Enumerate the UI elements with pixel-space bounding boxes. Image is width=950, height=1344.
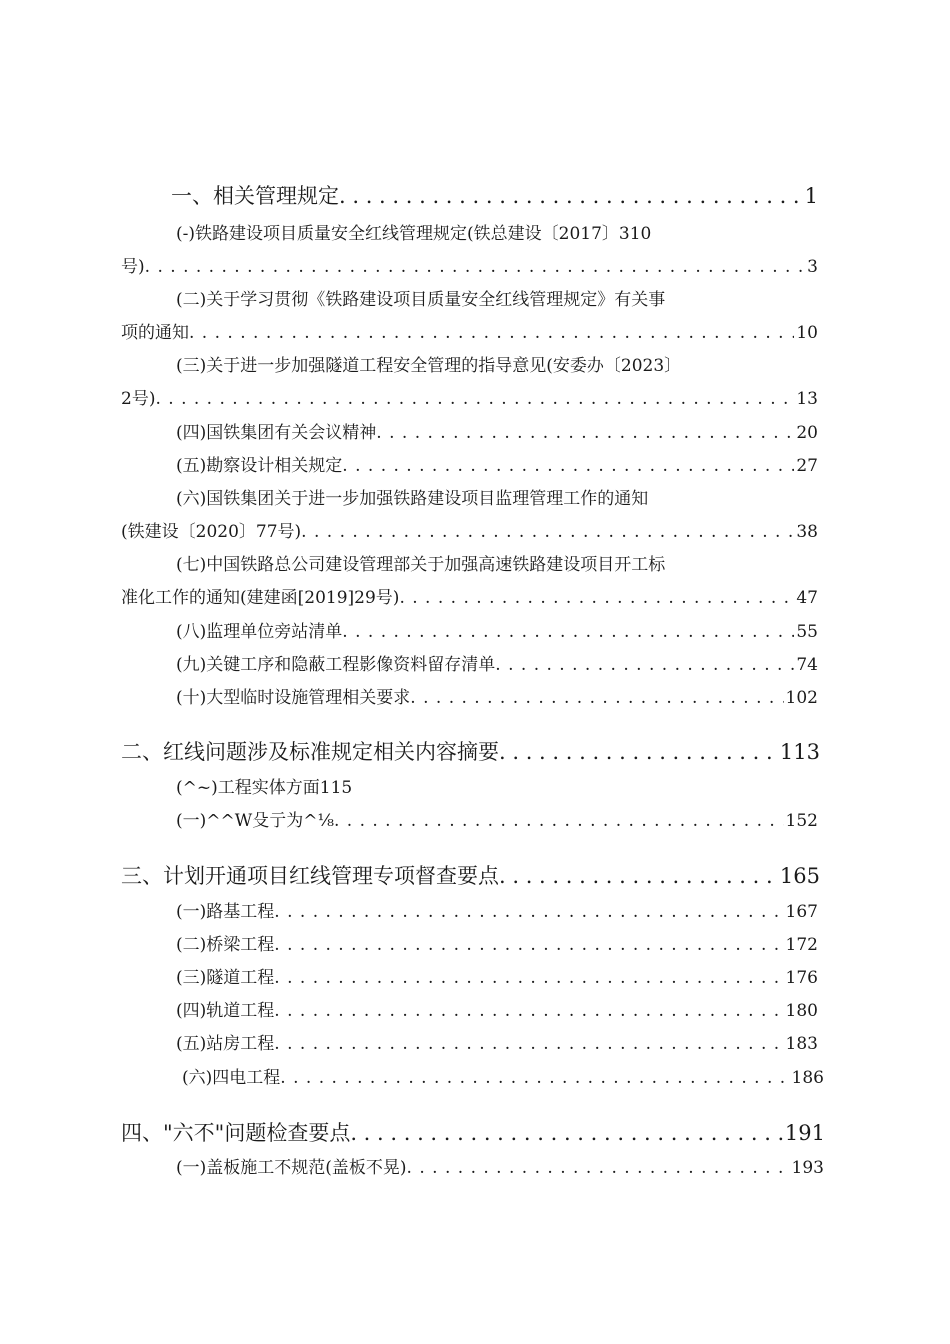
toc-item-1-5[interactable] [176, 451, 818, 476]
toc-item-text: (铁建设〔2020〕77号) [121, 522, 302, 542]
toc-item-text: (十)大型临时设施管理相关要求 [176, 688, 411, 708]
toc-item-1-7[interactable] [121, 583, 818, 608]
leader-dots [274, 1034, 783, 1054]
toc-item-3-6[interactable] [182, 1063, 824, 1088]
leader-dots [342, 622, 794, 642]
toc-item-text: (一)路基工程 [176, 902, 275, 922]
toc-section-title: 三、计划开通项目红线管理专项督查要点 [121, 864, 499, 888]
leader-dots [376, 423, 794, 443]
toc-item-text: 项的通知 [121, 323, 189, 343]
leader-dots [350, 1121, 783, 1145]
toc-section-title: 一、相关管理规定 [171, 184, 339, 208]
toc-section-1[interactable] [171, 180, 818, 210]
toc-page-number: 3 [807, 257, 818, 277]
toc-item-3-4[interactable] [176, 996, 818, 1021]
toc-item-1-10[interactable] [176, 683, 818, 708]
leader-dots [499, 864, 778, 888]
toc-item-1-3[interactable] [121, 384, 818, 409]
toc-page-number: 186 [791, 1068, 824, 1088]
toc-item-text: (六)四电工程 [182, 1068, 281, 1088]
toc-page-number: 180 [785, 1001, 818, 1021]
toc-item-text: (一)盖板施工不规范(盖板不晃) [176, 1158, 407, 1178]
toc-item-1-7-line1[interactable]: (七)中国铁路总公司建设管理部关于加强高速铁路建设项目开工标 [176, 555, 666, 575]
leader-dots [410, 688, 783, 708]
leader-dots [274, 968, 783, 988]
toc-page-number: 102 [785, 688, 818, 708]
toc-page-number: 1 [804, 184, 818, 208]
toc-item-1-1-line1[interactable]: (-)铁路建设项目质量安全红线管理规定(铁总建设〔2017〕310 [176, 224, 652, 244]
toc-page-number: 191 [784, 1121, 825, 1145]
toc-page-number: 10 [796, 323, 818, 343]
toc-item-text: (八)监理单位旁站清单 [176, 622, 343, 642]
toc-item-text: (一)^^W殳亍为^⅛ [176, 811, 334, 831]
toc-page-number: 47 [796, 588, 818, 608]
toc-page-number: 193 [791, 1158, 824, 1178]
toc-item-text: (四)轨道工程 [176, 1001, 275, 1021]
leader-dots [189, 323, 794, 343]
toc-item-1-6-line1[interactable]: (六)国铁集团关于进一步加强铁路建设项目监理管理工作的通知 [176, 489, 649, 509]
toc-item-text: 号) [121, 257, 145, 277]
toc-item-1-6[interactable] [121, 517, 818, 542]
toc-item-1-8[interactable] [176, 617, 818, 642]
toc-item-1-1[interactable] [121, 252, 818, 277]
toc-page-number: 183 [785, 1034, 818, 1054]
toc-item-1-2-line1[interactable]: (二)关于学习贯彻《铁路建设项目质量安全红线管理规定》有关事 [176, 290, 666, 310]
toc-page-number: 55 [796, 622, 818, 642]
toc-item-text: 准化工作的通知(建建函[2019]29号) [121, 588, 400, 608]
toc-page-number: 27 [796, 456, 818, 476]
leader-dots [339, 184, 803, 208]
toc-page-number: 176 [785, 968, 818, 988]
toc-item-text: (五)勘察设计相关规定 [176, 456, 343, 476]
toc-item-2-1[interactable]: (^~)工程实体方面115 [176, 778, 353, 798]
leader-dots [342, 456, 794, 476]
toc-item-text: 2号) [121, 389, 156, 409]
leader-dots [407, 1158, 790, 1178]
leader-dots [145, 257, 806, 277]
toc-section-2[interactable] [121, 736, 820, 766]
toc-item-text: (二)桥梁工程 [176, 935, 275, 955]
toc-page-number: 172 [785, 935, 818, 955]
toc-page-number: 152 [785, 811, 818, 831]
toc-item-2-2[interactable] [176, 806, 818, 831]
toc-page-number: 20 [796, 423, 818, 443]
toc-page-number: 74 [796, 655, 818, 675]
leader-dots [399, 588, 794, 608]
leader-dots [274, 935, 783, 955]
toc-page-number: 13 [796, 389, 818, 409]
leader-dots [274, 902, 783, 922]
toc-item-text: (五)站房工程 [176, 1034, 275, 1054]
leader-dots [334, 811, 784, 831]
leader-dots [280, 1068, 789, 1088]
toc-item-1-2[interactable] [121, 318, 818, 343]
toc-section-title: 二、红线问题涉及标准规定相关内容摘要 [121, 740, 499, 764]
toc-page-number: 165 [779, 864, 820, 888]
toc-item-3-1[interactable] [176, 897, 818, 922]
toc-item-text: (四)国铁集团有关会议精神 [176, 423, 377, 443]
toc-item-text: (三)隧道工程 [176, 968, 275, 988]
toc-page-number: 38 [796, 522, 818, 542]
toc-item-1-3-line1[interactable]: (三)关于进一步加强隧道工程安全管理的指导意见(安委办〔2023〕 [176, 356, 682, 376]
leader-dots [499, 740, 778, 764]
leader-dots [301, 522, 794, 542]
toc-item-text: (九)关键工序和隐蔽工程影像资料留存清单 [176, 655, 496, 675]
toc-section-3[interactable] [121, 860, 820, 890]
toc-page-number: 167 [785, 902, 818, 922]
toc-page-number: 113 [779, 740, 820, 764]
leader-dots [155, 389, 794, 409]
toc-item-4-1[interactable] [176, 1153, 824, 1178]
toc-item-3-5[interactable] [176, 1029, 818, 1054]
toc-item-1-9[interactable] [176, 650, 818, 675]
leader-dots [274, 1001, 783, 1021]
toc-section-title: 四、"六不"问题检查要点 [121, 1121, 351, 1145]
toc-item-3-2[interactable] [176, 930, 818, 955]
toc-item-3-3[interactable] [176, 963, 818, 988]
toc-item-1-4[interactable] [176, 418, 818, 443]
leader-dots [495, 655, 794, 675]
toc-section-4[interactable] [121, 1117, 825, 1147]
